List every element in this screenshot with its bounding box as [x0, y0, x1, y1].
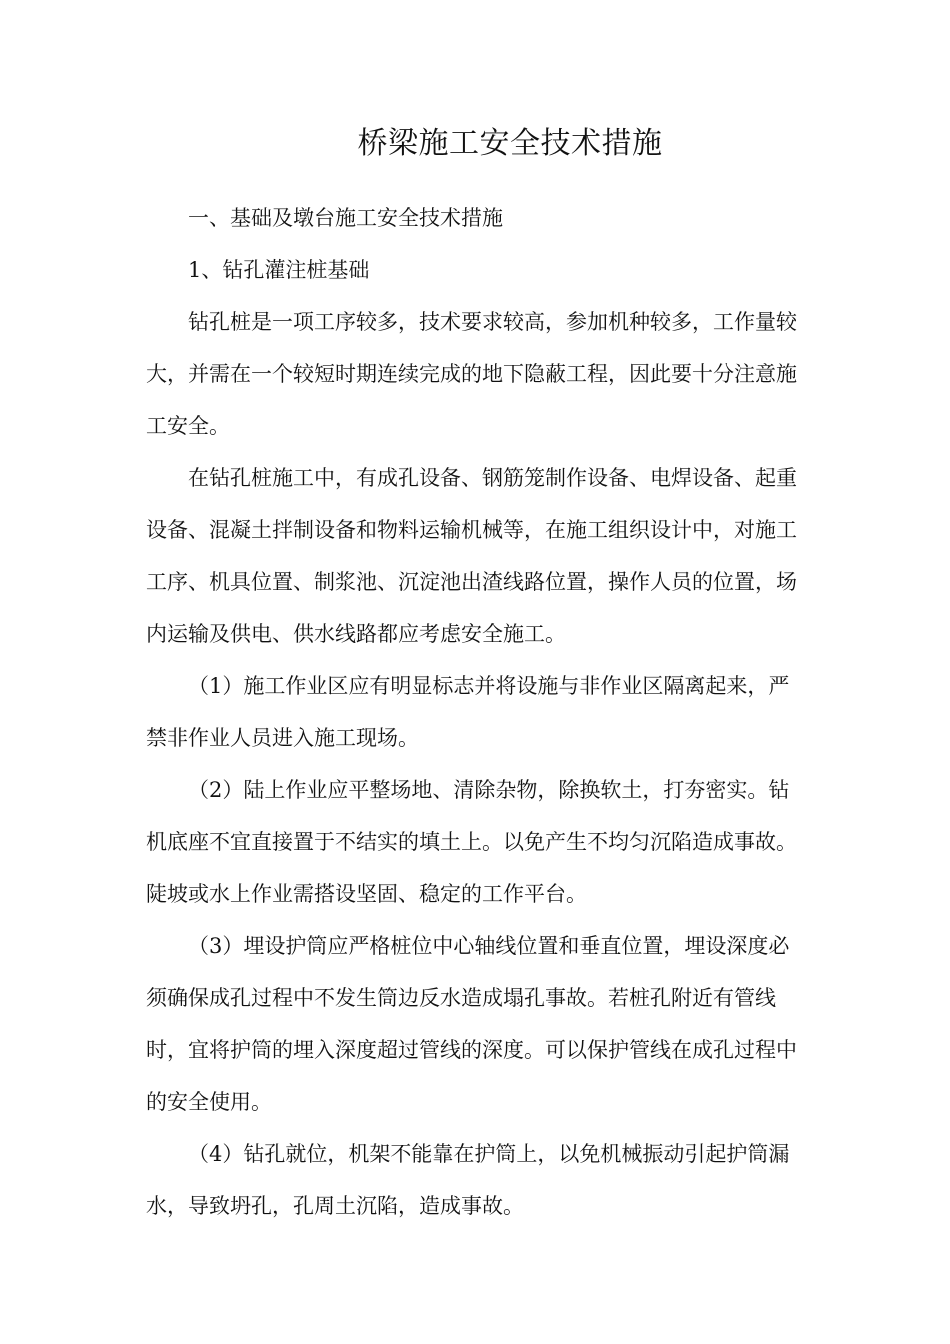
paragraph: （3）埋设护筒应严格桩位中心轴线位置和垂直位置，埋设深度必须确保成孔过程中不发生筒边反水造成塌孔事故。若桩孔附近有管线时，宜将护筒的埋入深度超过管线的深度。可以保护管线在成孔过程中的安全使用。 — [146, 934, 797, 1114]
paragraph: 钻孔桩是一项工序较多，技术要求较高，参加机种较多，工作量较大，并需在一个较短时期连续完成的地下隐蔽工程，因此要十分注意施工安全。 — [146, 310, 797, 438]
document-body — [146, 192, 808, 1232]
paragraph: （2）陆上作业应平整场地、清除杂物，除换软土，打夯密实。钻机底座不宜直接置于不结实的填土上。以免产生不均匀沉陷造成事故。陡坡或水上作业需搭设坚固、稳定的工作平台。 — [146, 778, 797, 906]
paragraph: （4）钻孔就位，机架不能靠在护筒上，以免机械振动引起护筒漏水，导致坍孔，孔周土沉陷，造成事故。 — [146, 1142, 790, 1218]
document-title: 桥梁施工安全技术措施 — [357, 126, 663, 161]
subsection-heading: 1、钻孔灌注桩基础 — [188, 258, 370, 282]
paragraph: 在钻孔桩施工中，有成孔设备、钢筋笼制作设备、电焊设备、起重设备、混凝土拌制设备和物料运输机械等，在施工组织设计中，对施工工序、机具位置、制浆池、沉淀池出渣线路位置，操作人员的位置，场内运输及供电、供水线路都应考虑安全施工。 — [146, 466, 797, 646]
paragraph: （1）施工作业区应有明显标志并将设施与非作业区隔离起来，严禁非作业人员进入施工现场。 — [146, 674, 790, 750]
section-heading: 一、基础及墩台施工安全技术措施 — [188, 206, 503, 230]
